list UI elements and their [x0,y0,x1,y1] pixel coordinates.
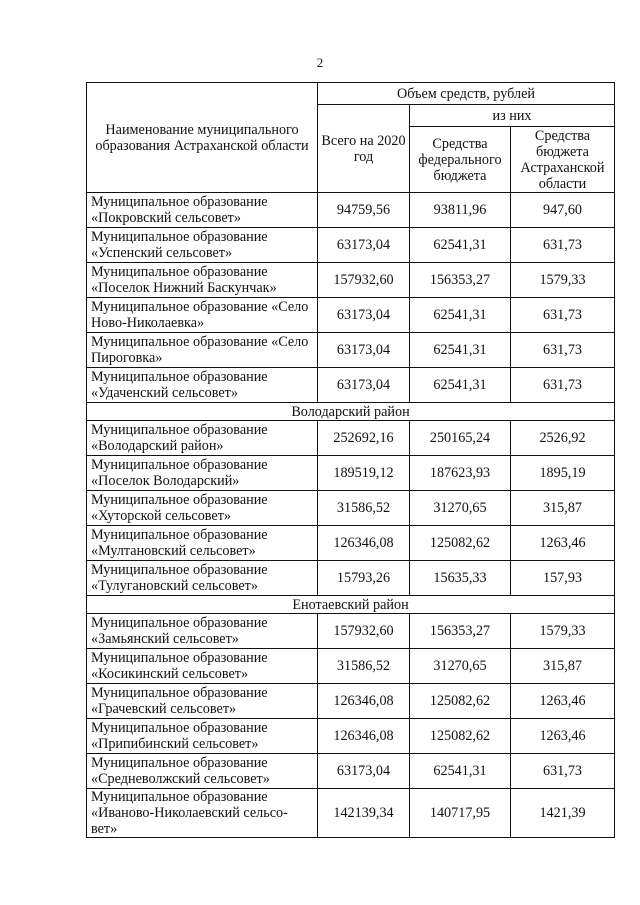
total-cell: 31586,52 [318,491,410,526]
table-row [87,561,615,596]
federal-cell: 15635,33 [410,561,511,596]
federal-cell: 93811,96 [410,193,511,228]
district-row [87,596,615,614]
total-cell: 31586,52 [318,649,410,684]
municipality-name-cell: Муниципальное образование «Успенский сельсовет» [87,228,318,263]
federal-cell: 125082,62 [410,719,511,754]
federal-cell: 125082,62 [410,684,511,719]
total-cell: 189519,12 [318,456,410,491]
regional-cell: 947,60 [511,193,615,228]
table-row [87,719,615,754]
municipality-name-cell: Муниципальное образование «Село Ново-Николаевка» [87,298,318,333]
municipality-name-cell: Муниципальное образование «Припибинский сельсовет» [87,719,318,754]
table-row [87,456,615,491]
regional-cell: 1263,46 [511,526,615,561]
total-cell: 63173,04 [318,228,410,263]
table-row [87,193,615,228]
regional-cell: 631,73 [511,368,615,403]
table-header [87,83,615,193]
table-row [87,421,615,456]
regional-cell: 631,73 [511,228,615,263]
regional-cell: 1421,39 [511,789,615,838]
total-cell: 94759,56 [318,193,410,228]
table-row [87,614,615,649]
regional-cell: 1579,33 [511,263,615,298]
table-row [87,684,615,719]
total-cell: 126346,08 [318,526,410,561]
municipality-name-cell: Муниципальное образование «Косикинский сельсовет» [87,649,318,684]
federal-cell: 62541,31 [410,228,511,263]
total-cell: 126346,08 [318,719,410,754]
table-row [87,333,615,368]
federal-cell: 62541,31 [410,368,511,403]
regional-cell: 1263,46 [511,684,615,719]
header-name-col: Наименование муниципального образования Астраханской области [87,83,318,193]
table-row [87,526,615,561]
municipality-name-cell: Муниципальное образование «Иваново-Николаевский сельсо-вет» [87,789,318,838]
table-row [87,789,615,838]
municipality-name-cell: Муниципальное образование «Поселок Володарский» [87,456,318,491]
total-cell: 252692,16 [318,421,410,456]
header-federal-col: Средства федерального бюджета [410,127,511,193]
municipality-name-cell: Муниципальное образование «Володарский район» [87,421,318,456]
regional-cell: 1579,33 [511,614,615,649]
municipality-name-cell: Муниципальное образование «Замьянский сельсовет» [87,614,318,649]
funding-table [86,82,615,838]
header-of-them: из них [410,105,615,127]
federal-cell: 156353,27 [410,614,511,649]
total-cell: 63173,04 [318,368,410,403]
regional-cell: 631,73 [511,754,615,789]
municipality-name-cell: Муниципальное образование «Тулугановский сельсовет» [87,561,318,596]
regional-cell: 1895,19 [511,456,615,491]
district-row [87,403,615,421]
total-cell: 63173,04 [318,298,410,333]
regional-cell: 631,73 [511,333,615,368]
municipality-name-cell: Муниципальное образование «Мултановский сельсовет» [87,526,318,561]
municipality-name-cell: Муниципальное образование «Грачевский сельсовет» [87,684,318,719]
regional-cell: 1263,46 [511,719,615,754]
total-cell: 157932,60 [318,263,410,298]
table-row [87,491,615,526]
total-cell: 142139,34 [318,789,410,838]
municipality-name-cell: Муниципальное образование «Средневолжский сельсовет» [87,754,318,789]
table-row [87,263,615,298]
federal-cell: 62541,31 [410,298,511,333]
municipality-name-cell: Муниципальное образование «Село Пироговка» [87,333,318,368]
federal-cell: 62541,31 [410,754,511,789]
total-cell: 157932,60 [318,614,410,649]
table-row [87,298,615,333]
total-cell: 63173,04 [318,333,410,368]
municipality-name-cell: Муниципальное образование «Поселок Нижний Баскунчак» [87,263,318,298]
total-cell: 63173,04 [318,754,410,789]
federal-cell: 187623,93 [410,456,511,491]
regional-cell: 315,87 [511,649,615,684]
table-body [87,193,615,838]
regional-cell: 315,87 [511,491,615,526]
municipality-name-cell: Муниципальное образование «Хуторской сельсовет» [87,491,318,526]
regional-cell: 157,93 [511,561,615,596]
federal-cell: 31270,65 [410,649,511,684]
federal-cell: 62541,31 [410,333,511,368]
federal-cell: 250165,24 [410,421,511,456]
header-regional-col: Средства бюджета Астраханской области [511,127,615,193]
total-cell: 15793,26 [318,561,410,596]
district-title: Енотаевский район [87,596,615,614]
federal-cell: 125082,62 [410,526,511,561]
table-row [87,754,615,789]
federal-cell: 31270,65 [410,491,511,526]
page-number: 2 [316,55,324,70]
federal-cell: 156353,27 [410,263,511,298]
table-row [87,649,615,684]
total-cell: 126346,08 [318,684,410,719]
table-row [87,228,615,263]
regional-cell: 2526,92 [511,421,615,456]
regional-cell: 631,73 [511,298,615,333]
header-total-col: Всего на 2020 год [318,105,410,193]
municipality-name-cell: Муниципальное образование «Покровский сельсовет» [87,193,318,228]
table-row [87,368,615,403]
municipality-name-cell: Муниципальное образование «Удаченский сельсовет» [87,368,318,403]
federal-cell: 140717,95 [410,789,511,838]
district-title: Володарский район [87,403,615,421]
header-volume-group: Объем средств, рублей [318,83,615,105]
